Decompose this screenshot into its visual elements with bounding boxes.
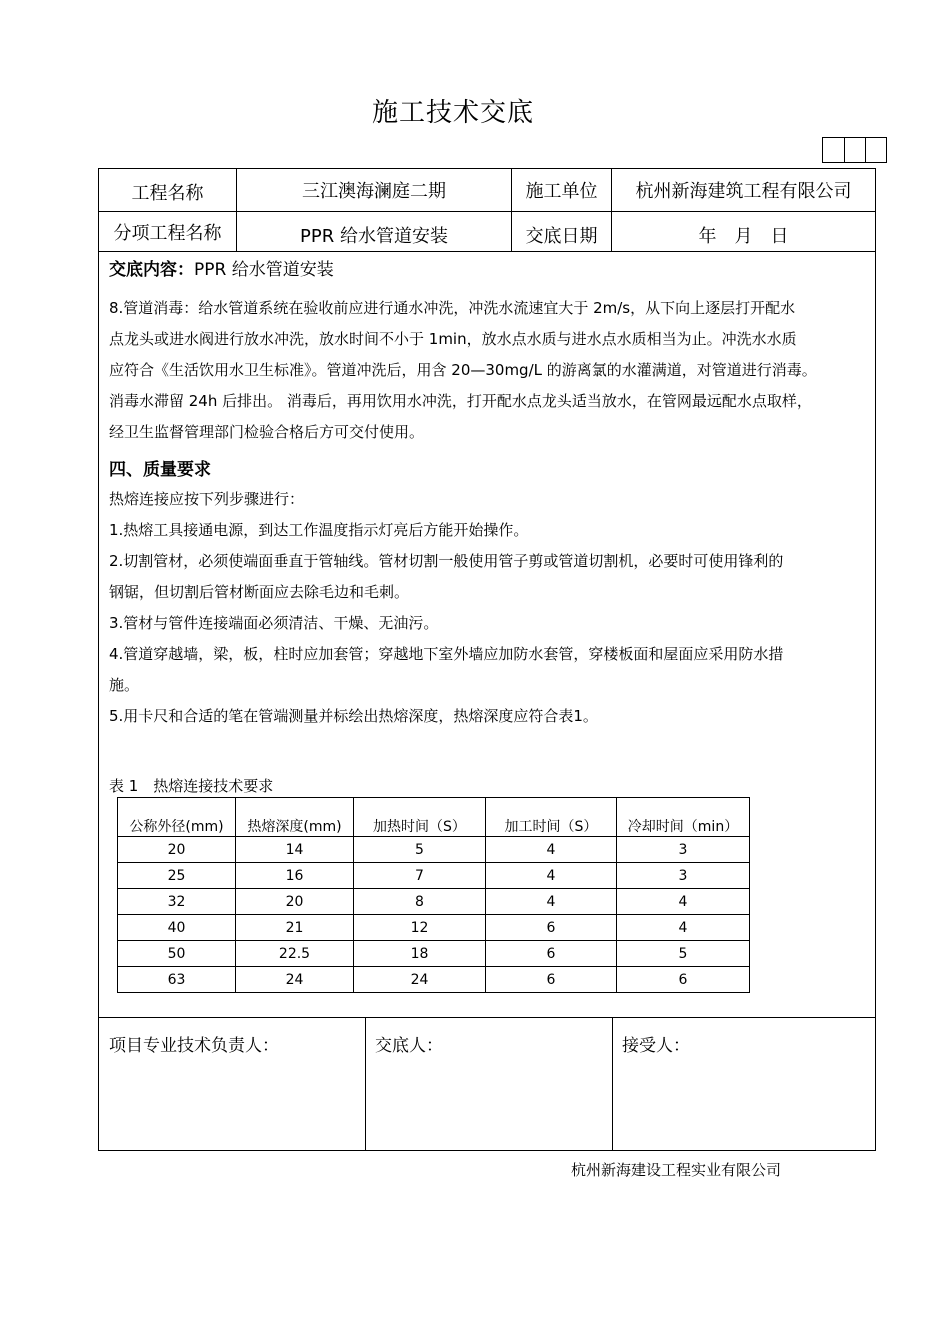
table-cell: 21 [236, 915, 354, 941]
table-cell: 3 [617, 863, 750, 889]
text-line: 施。 [109, 676, 140, 694]
fusion-spec-table [117, 797, 750, 993]
table-header-cell: 冷却时间（min） [617, 798, 750, 837]
signature-receiver: 接受人： [622, 1036, 690, 1056]
table-row [118, 863, 750, 889]
table-row [118, 889, 750, 915]
table-cell: 50 [118, 941, 236, 967]
table-cell: 20 [236, 889, 354, 915]
table-cell: 6 [486, 915, 617, 941]
table-cell: 4 [486, 889, 617, 915]
content-heading-value: PPR 给水管道安装 [194, 260, 334, 280]
date-label: 交底日期 [525, 225, 598, 247]
table-cell: 3 [617, 837, 750, 863]
text-line: 8.管道消毒：给水管道系统在验收前应进行通水冲洗，冲洗水流速宜大于 2m/s，从下向上逐层打开配水 [109, 299, 796, 317]
subproject-label: 分项工程名称 [113, 222, 222, 244]
table-header-cell: 加热时间（S） [354, 798, 486, 837]
date-value: 年 月 日 [698, 225, 789, 247]
text-line: 应符合《生活饮用水卫生标准》。管道冲洗后，用含 20—30mg/L 的游离氯的水灌满道，对管道进行消毒。 [109, 361, 817, 379]
table-row [118, 967, 750, 993]
code-box [823, 138, 844, 162]
table-cell: 16 [236, 863, 354, 889]
table-row [118, 941, 750, 967]
divider [365, 1017, 366, 1151]
text-line: 2.切割管材，必须使端面垂直于管轴线。管材切割一般使用管子剪或管道切割机，必要时可使用锋利的 [109, 552, 784, 570]
table-cell: 12 [354, 915, 486, 941]
text-line: 热熔连接应按下列步骤进行： [109, 490, 305, 508]
table-cell: 8 [354, 889, 486, 915]
table-cell: 4 [486, 863, 617, 889]
divider [612, 1017, 613, 1151]
table-cell: 4 [617, 889, 750, 915]
table-cell: 40 [118, 915, 236, 941]
table-cell: 4 [617, 915, 750, 941]
table-caption: 表 1 热熔连接技术要求 [109, 777, 274, 795]
table-cell: 32 [118, 889, 236, 915]
document-title: 施工技术交底 [371, 98, 534, 128]
table-cell: 5 [617, 941, 750, 967]
table-cell: 25 [118, 863, 236, 889]
code-box [865, 138, 886, 162]
text-line: 4.管道穿越墙，梁，板，柱时应加套管；穿越地下室外墙应加防水套管，穿楼板面和屋面应采用防水措 [109, 645, 784, 663]
table-cell: 14 [236, 837, 354, 863]
text-line: 消毒水滞留 24h 后排出。 消毒后，再用饮用水冲洗，打开配水点龙头适当放水，在管网最远配水点取样， [109, 392, 812, 410]
signature-tech-lead: 项目专业技术负责人： [109, 1036, 279, 1056]
text-line: 点龙头或进水阀进行放水冲洗，放水时间不小于 1min，放水点水质与进水点水质相当为止。冲洗水水质 [109, 330, 797, 348]
signature-discloser: 交底人： [375, 1036, 443, 1056]
table-cell: 24 [354, 967, 486, 993]
table-cell: 7 [354, 863, 486, 889]
unit-label: 施工单位 [525, 181, 598, 202]
code-box [844, 138, 865, 162]
table-header-cell: 公称外径(mm) [118, 798, 236, 837]
table-header-cell: 热熔深度(mm) [236, 798, 354, 837]
table-header-row [118, 798, 750, 837]
section-heading-quality: 四、质量要求 [109, 460, 211, 480]
table-row [118, 915, 750, 941]
content-heading-label: 交底内容： [109, 260, 194, 280]
divider [99, 1017, 875, 1018]
table-cell: 18 [354, 941, 486, 967]
table-cell: 24 [236, 967, 354, 993]
table-cell: 20 [118, 837, 236, 863]
table-cell: 6 [486, 967, 617, 993]
document-code-boxes [822, 137, 887, 163]
paragraph-disinfection [109, 293, 871, 448]
table-cell: 6 [617, 967, 750, 993]
text-line: 经卫生监督管理部门检验合格后方可交付使用。 [109, 423, 425, 441]
text-line: 1.热熔工具接通电源，到达工作温度指示灯亮后方能开始操作。 [109, 521, 529, 539]
project-label: 工程名称 [131, 183, 204, 204]
table-cell: 63 [118, 967, 236, 993]
table-cell: 5 [354, 837, 486, 863]
text-line: 钢锯，但切割后管材断面应去除毛边和毛刺。 [109, 583, 410, 601]
disclosure-content [109, 255, 871, 732]
disclosure-form [98, 168, 876, 1151]
project-value: 三江澳海澜庭二期 [302, 181, 446, 202]
table-cell: 6 [486, 941, 617, 967]
unit-value: 杭州新海建筑工程有限公司 [635, 181, 852, 202]
text-line: 3.管材与管件连接端面必须清洁、干燥、无油污。 [109, 614, 439, 632]
subproject-value: PPR 给水管道安装 [300, 225, 448, 247]
table-header-cell: 加工时间（S） [486, 798, 617, 837]
table-row [118, 837, 750, 863]
content-heading [109, 255, 871, 285]
footer-company: 杭州新海建设工程实业有限公司 [571, 1161, 782, 1179]
text-line: 5.用卡尺和合适的笔在管端测量并标绘出热熔深度，热熔深度应符合表1。 [109, 707, 598, 725]
table-cell: 4 [486, 837, 617, 863]
table-cell: 22.5 [236, 941, 354, 967]
